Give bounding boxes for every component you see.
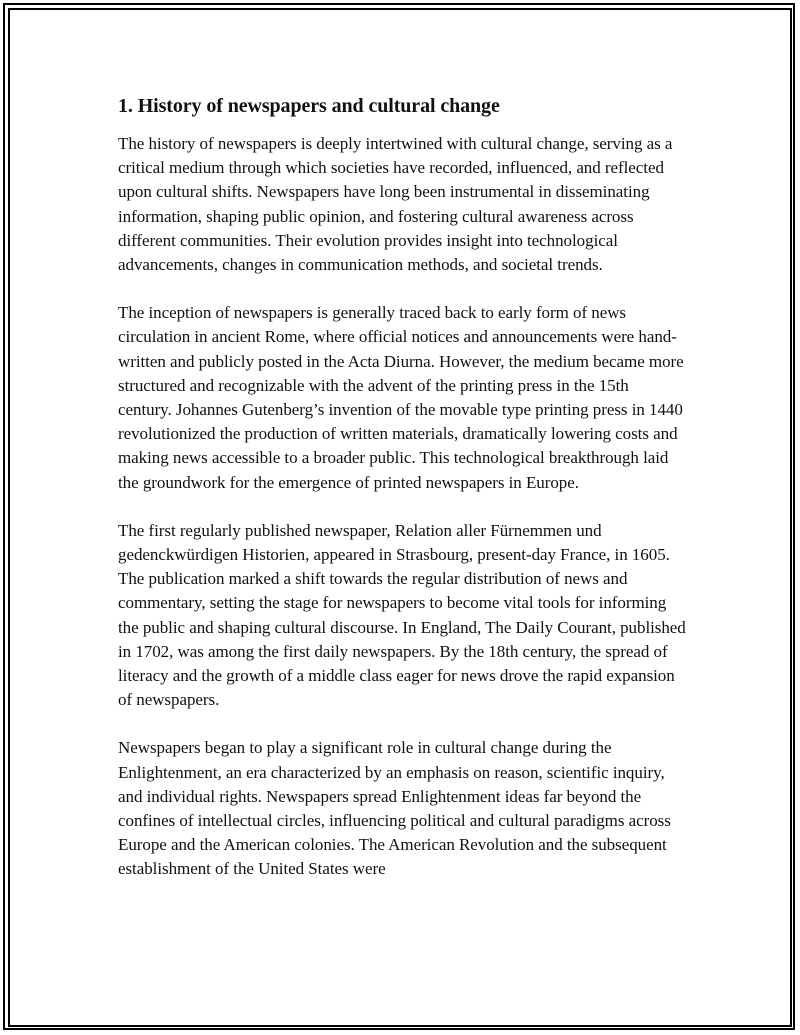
paragraph-first-newspaper: The first regularly published newspaper, Relation aller Fürnemmen und gedenckwürdigen Historien, appeared in Strasbourg, present-day France, in 1605. The publication marked a shift towards the regular distribution of news and commentary, setting the stage for newspapers to become vital tools for informing the public and shaping cultural discourse. In England, The Daily Courant, published in 1702, was among the first daily newspapers. By the 18th century, the spread of literacy and the growth of a middle class eager for news drove the rapid expansion of newspapers.	[118, 520, 686, 710]
document-body	[118, 92, 686, 906]
paragraph-origins: The inception of newspapers is generally traced back to early form of news circulation in ancient Rome, where official notices and announcements were hand-written and publicly posted in the Acta Diurna. However, the medium became more structured and recognizable with the advent of the printing press in the 15th century. Johannes Gutenberg’s invention of the movable type printing press in 1440 revolutionized the production of written materials, dramatically lowering costs and making news accessible to a broader public. This technological breakthrough laid the groundwork for the emergence of printed newspapers in Europe.	[118, 303, 684, 492]
paragraph-intro: The history of newspapers is deeply intertwined with cultural change, serving as a critical medium through which societies have recorded, influenced, and reflected upon cultural shifts. Newspapers have long been instrumental in disseminating information, shaping public opinion, and fostering cultural awareness across different communities. Their evolution provides insight into technological advancements, changes in communication methods, and societal trends.	[118, 134, 673, 275]
paragraph-enlightenment: Newspapers began to play a significant role in cultural change during the Enlightenment, an era characterized by an emphasis on reason, scientific inquiry, and individual rights. Newspapers spread Enlightenment ideas far beyond the confines of intellectual circles, influencing political and cultural paradigms across Europe and the American colonies. The American Revolution and the subsequent establishment of the United States were	[118, 738, 671, 879]
section-title: 1. History of newspapers and cultural change	[118, 95, 500, 117]
